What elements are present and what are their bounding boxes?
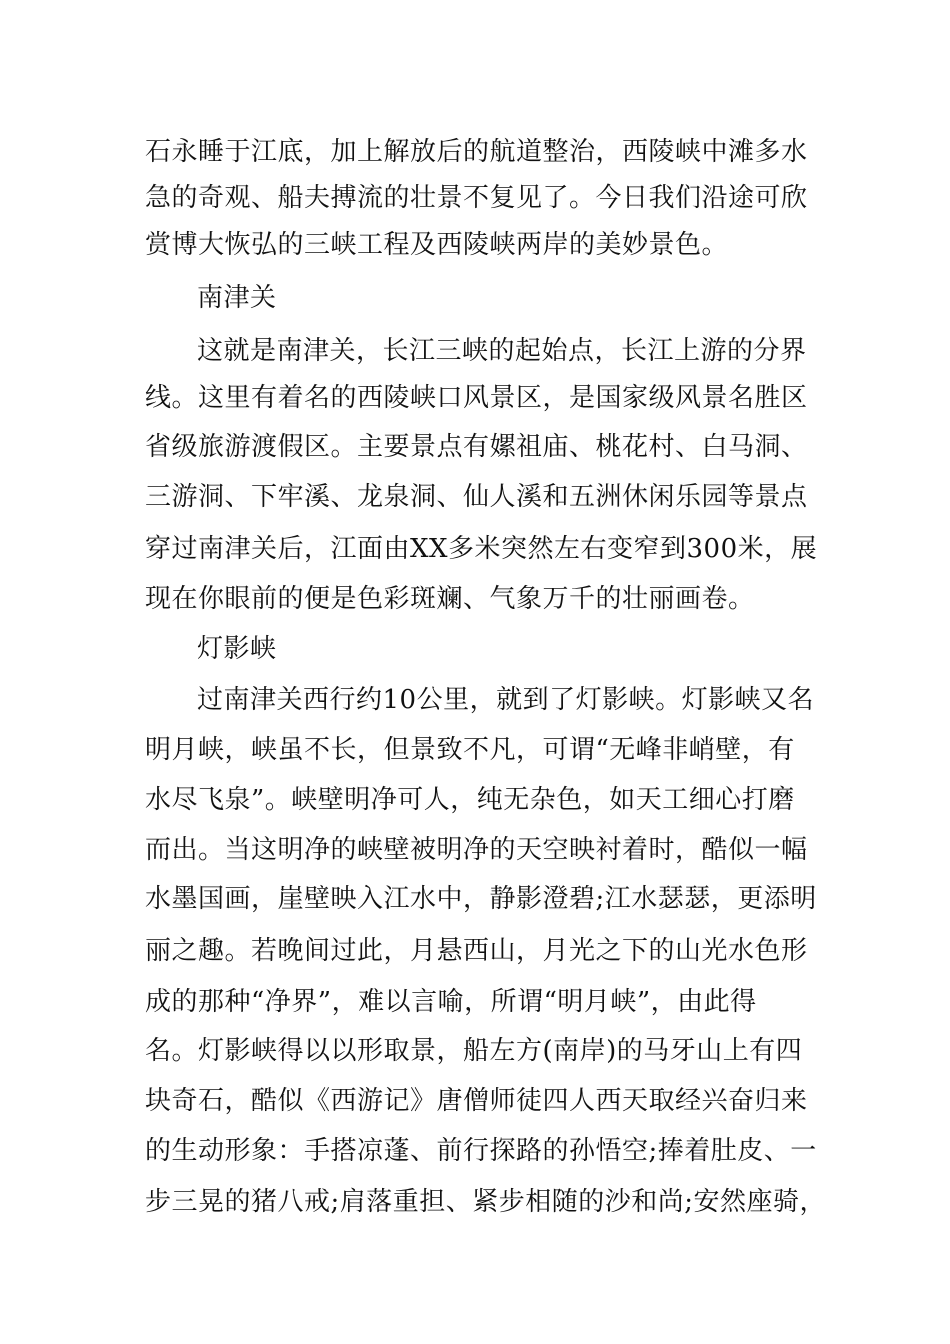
- text-line: 块奇石，酷似《西游记》唐僧师徒四人西天取经兴奋归来: [145, 1086, 808, 1116]
- text-line: 省级旅游渡假区。主要景点有嫘祖庙、桃花村、白马洞、: [145, 432, 808, 462]
- text-line: 的生动形象：手搭凉蓬、前行探路的孙悟空;捧着肚皮、一: [145, 1136, 817, 1166]
- text-line: 而出。当这明净的峡壁被明净的天空映衬着时，酷似一幅: [145, 835, 808, 865]
- text-line: 名。灯影峡得以以形取景，船左方(南岸)的马牙山上有四: [145, 1036, 803, 1066]
- paragraph-first-line: 这就是南津关，长江三峡的起始点，长江上游的分界: [197, 336, 807, 366]
- text-line: 水尽飞泉”。峡壁明净可人，纯无杂色，如天工细心打磨: [145, 785, 795, 815]
- text-line: 线。这里有着名的西陵峡口风景区，是国家级风景名胜区: [145, 383, 808, 413]
- text-line: 穿过南津关后，江面由XX多米突然左右变窄到300米，展: [145, 534, 818, 564]
- text-line: 急的奇观、船夫搏流的壮景不复见了。今日我们沿途可欣: [145, 183, 808, 213]
- text-line: 明月峡，峡虽不长，但景致不凡，可谓“无峰非峭壁，有: [145, 735, 795, 765]
- paragraph-first-line: 过南津关西行约10公里，就到了灯影峡。灯影峡又名: [197, 685, 815, 715]
- text-line: 三游洞、下牢溪、龙泉洞、仙人溪和五洲休闲乐园等景点: [145, 482, 808, 512]
- text-line: 石永睡于江底，加上解放后的航道整治，西陵峡中滩多水: [145, 137, 808, 167]
- text-line: 步三晃的猪八戒;肩落重担、紧步相随的沙和尚;安然座骑，: [145, 1187, 827, 1217]
- text-line: 丽之趣。若晚间过此，月悬西山，月光之下的山光水色形: [145, 936, 808, 966]
- text-line: 水墨国画，崖壁映入江水中，静影澄碧;江水瑟瑟，更添明: [145, 884, 817, 914]
- section-heading-nanjinguan: 南津关: [197, 283, 277, 313]
- section-heading-dengyingxia: 灯影峡: [197, 634, 277, 664]
- text-line: 成的那种“净界”，难以言喻，所谓“明月峡”，由此得: [145, 987, 757, 1017]
- text-line: 赏博大恢弘的三峡工程及西陵峡两岸的美妙景色。: [145, 230, 729, 260]
- text-line: 现在你眼前的便是色彩斑斓、气象万千的壮丽画卷。: [145, 584, 755, 614]
